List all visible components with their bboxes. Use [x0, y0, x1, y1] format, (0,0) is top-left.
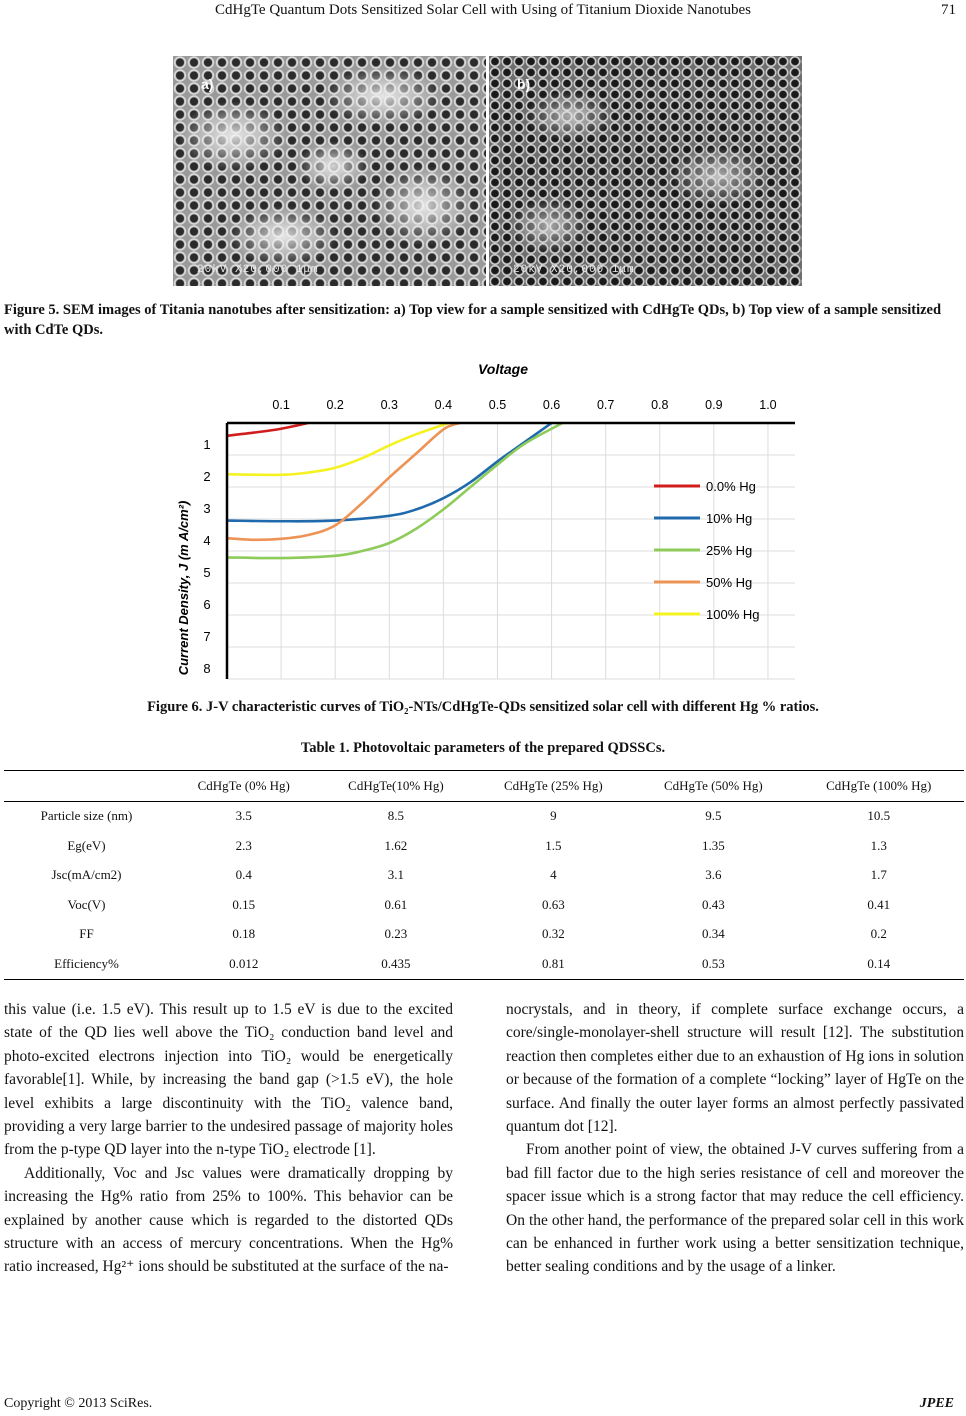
paragraph: Additionally, Voc and Jsc values were dramatically dropping by increasing the Hg% ratio from 25% to 100%. This behavior can be explained by another cause which is regarded to the distorted QDs structure with an access of mercury concentrations. When the Hg% ratio increased, Hg²⁺ ions should be substituted at the surface of the na-	[4, 1164, 453, 1276]
x-tick-label: 1.0	[759, 398, 777, 412]
table-cell: 0.23	[384, 926, 408, 942]
chart-legend	[654, 479, 759, 622]
x-tick-label: 0.3	[380, 398, 398, 412]
row-label: FF	[79, 926, 94, 942]
table-header: CdHgTe (25% Hg)	[503, 777, 603, 793]
table1-caption: Table 1. Photovoltaic parameters of the prepared QDSSCs.	[300, 740, 666, 756]
table-cell: 3.1	[387, 867, 405, 883]
journal-name: JPEE	[919, 1396, 954, 1411]
table-row	[4, 949, 964, 979]
y-tick-label: 3	[203, 501, 211, 516]
table-cell: 1.62	[384, 837, 408, 853]
table-cell: 0.012	[229, 955, 259, 971]
x-tick-label: 0.9	[705, 398, 723, 412]
table-cell: 9.5	[705, 808, 722, 824]
table-row	[4, 861, 964, 891]
running-title: CdHgTe Quantum Dots Sensitized Solar Cell with Using of Titanium Dioxide Nanotubes	[214, 2, 751, 18]
table-cell: 0.41	[867, 896, 891, 912]
paragraph: nocrystals, and in theory, if complete surface exchange occurs, a core/single-monolayer-shell structure will result [12]. The substitution reaction then completes either due to an exhaustion of Hg ions in solution or because of the formation of a complete “locking” layer of HgTe on the surface. And finally the outer layer forms an almost perfectly passivated quantum dot [12].	[506, 1001, 964, 1136]
table-cell: 0.61	[384, 896, 408, 912]
series-lines	[227, 423, 562, 558]
table-cell: 0.15	[232, 896, 256, 912]
left-column	[4, 998, 453, 1279]
table-row	[4, 831, 964, 861]
x-tick-label: 0.2	[326, 398, 344, 412]
table-cell: 0.18	[232, 926, 256, 942]
table-cell: 0.53	[701, 955, 725, 971]
y-tick-label: 6	[203, 597, 211, 612]
y-tick-label: 2	[203, 469, 211, 484]
row-label: Eg(eV)	[67, 837, 106, 853]
table-header: CdHgTe (50% Hg)	[663, 777, 763, 793]
x-tick-label: 0.7	[596, 398, 615, 412]
table-cell: 0.34	[701, 926, 725, 942]
y-axis-label: Current Density, J (m A/cm²)	[176, 500, 191, 676]
chart-title: Voltage	[477, 361, 529, 377]
row-label: Voc(V)	[67, 896, 106, 912]
table-cell: 4	[550, 867, 557, 883]
row-label: Jsc(mA/cm2)	[51, 867, 122, 883]
x-tick-label: 0.1	[272, 398, 290, 412]
table-cell: 3.5	[235, 808, 252, 824]
row-label: Efficiency%	[54, 955, 119, 971]
scale-bar-a: 20kV X20,000 1μm	[197, 264, 319, 276]
page-number: 71	[941, 2, 956, 18]
sem-image-b	[489, 56, 802, 286]
figure6-caption: Figure 6. J-V characteristic curves of TiO₂-NTs/CdHgTe-QDs sensitized solar cell with different Hg % ratios.	[147, 699, 819, 715]
jv-chart	[170, 356, 800, 686]
table-cell: 0.435	[381, 955, 411, 971]
table-header: CdHgTe (100% Hg)	[826, 777, 932, 793]
table-header-row	[4, 771, 964, 802]
table-cell: 0.2	[870, 926, 887, 942]
table-header	[4, 771, 169, 802]
legend-label: 100% Hg	[706, 607, 760, 622]
table-cell: 0.81	[541, 955, 565, 971]
legend-label: 25% Hg	[706, 543, 753, 558]
table-header: CdHgTe (0% Hg)	[197, 777, 290, 793]
x-tick-label: 0.8	[651, 398, 669, 412]
table-cell: 1.5	[545, 837, 562, 853]
table-cell: 3.6	[705, 867, 722, 883]
table-cell: 0.32	[541, 926, 565, 942]
copyright: Copyright © 2013 SciRes.	[4, 1396, 153, 1411]
y-tick-label: 8	[203, 661, 211, 676]
panel-label-b: b)	[517, 76, 531, 92]
table-cell: 10.5	[867, 808, 891, 824]
table-row	[4, 920, 964, 950]
table-cell: 0.43	[701, 896, 725, 912]
y-tick-label: 1	[203, 437, 211, 452]
table-cell: 1.3	[870, 837, 887, 853]
legend-label: 10% Hg	[706, 511, 753, 526]
y-tick-label: 4	[203, 533, 211, 548]
jv-chart-svg	[170, 356, 800, 686]
table-cell: 1.35	[701, 837, 725, 853]
photovoltaic-table	[4, 770, 964, 980]
table-cell: 0.4	[235, 867, 252, 883]
x-tick-label: 0.5	[488, 398, 507, 412]
sem-texture-b	[489, 56, 802, 286]
table-header: CdHgTe(10% Hg)	[348, 777, 444, 793]
figure5-caption: Figure 5. SEM images of Titania nanotubes after sensitization: a) Top view for a sample sensitized with CdHgTe QDs, b) Top view of a sample sensitized with CdTe QDs.	[4, 302, 942, 338]
row-label: Particle size (nm)	[40, 808, 133, 824]
table-row	[4, 890, 964, 920]
y-tick-label: 7	[203, 629, 211, 644]
series-line-0	[227, 423, 308, 436]
x-tick-label: 0.6	[542, 398, 561, 412]
table-cell: 8.5	[387, 808, 405, 824]
legend-label: 0.0% Hg	[706, 479, 756, 494]
panel-label-a: a)	[201, 76, 214, 92]
table-cell: 0.14	[867, 955, 891, 971]
sem-image-a	[173, 56, 486, 286]
table-row	[4, 801, 964, 831]
y-tick-labels	[203, 437, 210, 676]
table-cell: 2.3	[235, 837, 252, 853]
x-tick-labels	[272, 398, 776, 412]
paragraph: From another point of view, the obtained J-V curves suffering from a bad fill factor due to the high series resistance of cell and moreover the spacer issue which is a strong factor that may reduce the cell efficiency. On the other hand, the performance of the prepared solar cell in this work can be enhanced in further work using a better sensitization technique, better sealing conditions and by the usage of a linker.	[506, 1141, 964, 1276]
legend-label: 50% Hg	[706, 575, 753, 590]
table-cell: 1.7	[870, 867, 887, 883]
scale-bar-b: 20kV X20,000 1μm	[513, 264, 635, 276]
table-cell: 0.63	[541, 896, 565, 912]
x-tick-label: 0.4	[434, 398, 453, 412]
table-cell: 9	[550, 808, 557, 824]
sem-texture-a	[173, 56, 486, 286]
right-column	[506, 998, 964, 1279]
y-tick-label: 5	[203, 565, 211, 580]
paragraph: this value (i.e. 1.5 eV). This result up to 1.5 eV is due to the excited state of the QD lies well above the TiO₂ conduction band level and photo-excited electrons injection into TiO₂ would be energetically favorable[1]. While, by increasing the band gap (>1.5 eV), the hole level exhibits a large discontinuity with the TiO₂ valence band, providing a very large barrier to the undesired passage of majority holes from the p-type QD layer into the n-type TiO₂ electrode [1].	[4, 1001, 453, 1159]
